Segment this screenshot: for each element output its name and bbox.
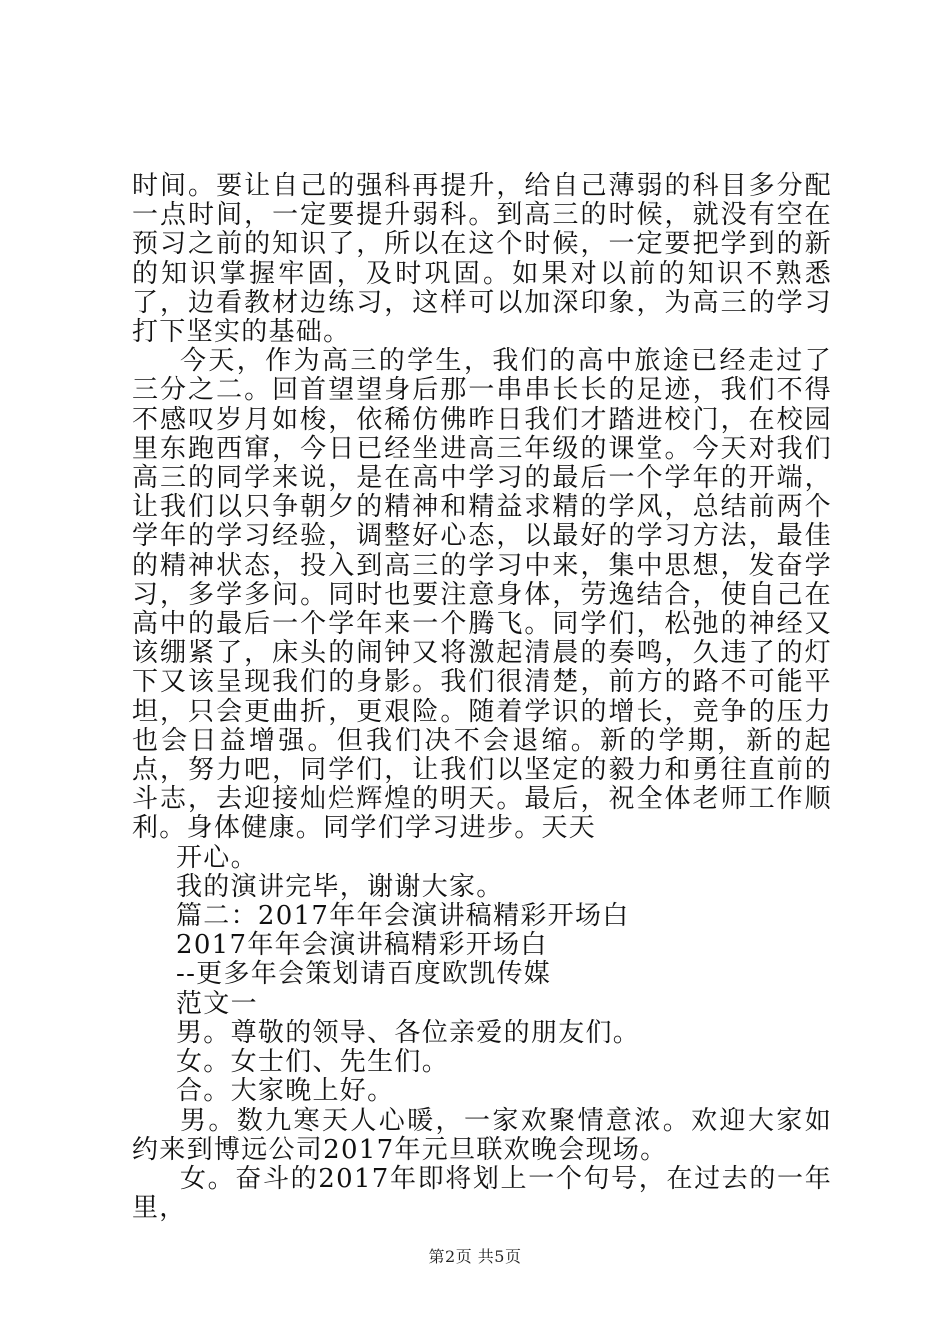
paragraph: 开心。 — [176, 842, 258, 873]
paragraph: 男。数九寒天人心暖，一家欢聚情意浓。欢迎大家如约来到博远公司2017年元旦联欢晚会现场。 — [132, 1105, 832, 1165]
page-footer: 第2页 共5页 — [428, 1247, 522, 1266]
paragraph: 合。大家晚上好。 — [176, 1076, 395, 1107]
paragraph: 今天，作为高三的学生，我们的高中旅途已经走过了三分之二。回首望望身后那一串串长长的足迹，我们不得不感叹岁月如梭，依稀仿佛昨日我们才踏进校门，在校园里东跑西窜，今日已经坐进高三年级的课堂。今天对我们高三的同学来说，是在高中学习的最后一个学年的开端，让我们以只争朝夕的精神和精益求精的学风，总结前两个学年的学习经验，调整好心态，以最好的学习方法，最佳的精神状态，投入到高三的学习中来，集中思想，发奋学习，多学多问。同时也要注意身体，劳逸结合，使自己在高中的最后一个学年来一个腾飞。同学们，松弛的神经又该绷紧了，床头的闹钟又将激起清晨的奏鸣，久违了的灯下又该呈现我们的身影。我们很清楚，前方的路不可能平坦，只会更曲折，更艰险。随着学识的增长，竞争的压力也会日益增强。但我们决不会退缩。新的学期，新的起点，努力吧，同学们，让我们以坚定的毅力和勇往直前的斗志，去迎接灿烂辉煌的明天。最后，祝全体老师工作顺利。身体健康。同学们学习进步。天天 — [132, 346, 832, 844]
paragraph: 男。尊敬的领导、各位亲爱的朋友们。 — [176, 1017, 641, 1048]
section-heading: 篇二：2017年年会演讲稿精彩开场白 — [176, 901, 630, 932]
document-title: 2017年年会演讲稿精彩开场白 — [176, 930, 548, 961]
paragraph: 范文一 — [176, 988, 258, 1019]
document-body — [132, 172, 832, 1223]
paragraph: 女。奋斗的2017年即将划上一个句号，在过去的一年里， — [132, 1163, 832, 1224]
paragraph: 我的演讲完毕，谢谢大家。 — [176, 871, 504, 902]
paragraph: 女。女士们、先生们。 — [176, 1047, 450, 1078]
paragraph: 时间。要让自己的强科再提升，给自己薄弱的科目多分配一点时间，一定要提升弱科。到高三的时候，就没有空在预习之前的知识了，所以在这个时候，一定要把学到的新的知识掌握牢固，及时巩固。如果对以前的知识不熟悉了，边看教材边练习，这样可以加深印象，为高三的学习打下坚实的基础。 — [132, 171, 832, 348]
paragraph: --更多年会策划请百度欧凯传媒 — [176, 959, 552, 990]
